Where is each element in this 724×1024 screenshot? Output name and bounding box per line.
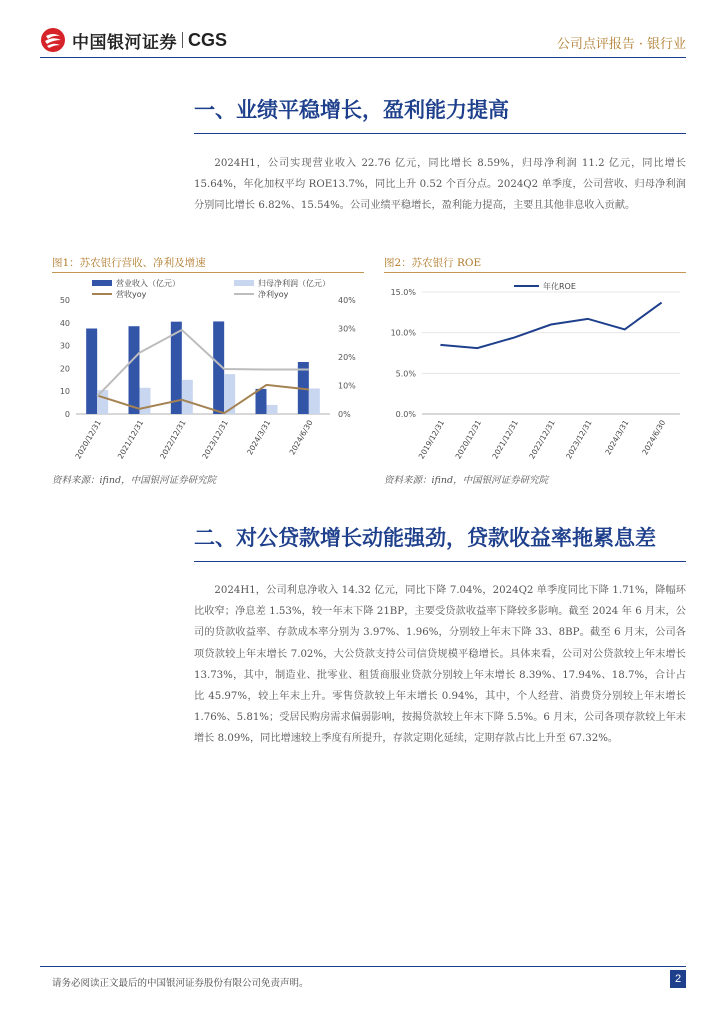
right-axis-tick-label: 0% (338, 410, 351, 419)
legend-label: 归母净利润（亿元） (258, 279, 330, 288)
x-axis-tick-label: 2023/12/31 (564, 418, 594, 461)
y-axis-tick-label: 10.0% (390, 328, 416, 338)
bar-net-profit (309, 388, 320, 414)
left-axis-tick-label: 10 (59, 387, 70, 397)
report-category (557, 33, 686, 52)
figure-1-rule (52, 272, 364, 273)
bar-net-profit (182, 380, 193, 414)
x-axis-tick-label: 2022/12/31 (527, 418, 557, 461)
page-header (40, 24, 686, 56)
report-type-label: 公司点评报告 (556, 37, 635, 52)
y-axis-tick-label: 15.0% (390, 288, 416, 297)
x-axis-tick-label: 2020/12/31 (73, 418, 103, 461)
series-line-roe (440, 303, 661, 349)
section-2-paragraph: 2024H1，公司利息净收入 14.32 亿元，同比下降 7.04%，2024Q2 单季度同比下降 1.71%，降幅环比收窄；净息差 1.53%，较一年末下降 21BP，主要受贷款收益率下降较多影响。截至 2024 年 6 月末，公司的贷款收益率、存款成本率分别为 3.97%、1.96%，分别较上年末下降 33、8BP。截至 6 月末，公司各项贷款较上年末增长 7.02%，大公贷款支持公司信贷规模平稳增长。具体来看，公司对公贷款较上年末增长 13.73%，其中，制造业、批零业、租赁商服业贷款分别较上年末增长 8.39%、17.94%、18.7%，合计占比 45.97%，较上年末上升。零售贷款较上年末增长 0.94%，其中，个人经营、消费贷分别较上年末增长 1.76%、5.81%；受居民购房需求偏弱影响，按揭贷款较上年末下降 5.5%。6 月末，公司各项存款较上年末增长 8.09%，同比增速较上季度有所提升，存款定期化延续，定期存款占比上升至 67.32%。 (194, 585, 686, 745)
legend-label: 营业收入（亿元） (116, 279, 180, 288)
figure-1-chart (52, 278, 368, 468)
x-axis-tick-label: 2024/6/30 (640, 418, 668, 457)
section-1-rule (194, 133, 686, 134)
legend-label: 净利yoy (258, 290, 289, 299)
bar-revenue (256, 389, 267, 414)
section-2-title: 二、对公贷款增长动能强劲，贷款收益率拖累息差 (194, 525, 656, 550)
left-axis-tick-label: 30 (59, 341, 70, 351)
right-axis-tick-label: 30% (338, 324, 356, 334)
x-axis-tick-label: 2019/12/31 (416, 418, 447, 461)
x-axis-tick-label: 2023/12/31 (200, 418, 230, 461)
right-axis-tick-label: 20% (338, 353, 356, 362)
bar-revenue (86, 329, 97, 415)
industry-label: 银行业 (646, 37, 686, 52)
bar-net-profit (267, 405, 278, 414)
right-axis-tick-label: 10% (338, 381, 356, 391)
figure-1-source: 资料来源：ifind，中国银河证券研究院 (52, 475, 217, 486)
bar-net-profit (140, 388, 151, 414)
y-axis-tick-label: 0.0% (395, 410, 416, 419)
x-axis-tick-label: 2024/3/31 (603, 418, 631, 457)
x-axis-tick-label: 2021/12/31 (490, 418, 520, 461)
legend-swatch (92, 280, 112, 286)
company-logo (40, 27, 227, 53)
section-2-rule (194, 561, 686, 562)
x-axis-tick-label: 2021/12/31 (115, 418, 146, 461)
footer-disclaimer: 请务必阅读正文最后的中国银河证券股份有限公司免责声明。 (52, 978, 309, 989)
page-number: 2 (670, 970, 686, 988)
logo-divider (182, 32, 183, 48)
figure-2-title: 图2：苏农银行 ROE (384, 257, 482, 269)
section-1-title: 一、业绩平稳增长，盈利能力提高 (194, 97, 509, 122)
footer-divider (40, 966, 686, 967)
report-separator: · (638, 37, 643, 52)
legend-swatch (234, 280, 254, 286)
x-axis-tick-label: 2022/12/31 (158, 418, 188, 461)
figure-2-source: 资料来源：ifind，中国银河证券研究院 (384, 475, 549, 486)
x-axis-tick-label: 2024/6/30 (287, 418, 315, 457)
y-axis-tick-label: 5.0% (395, 369, 416, 379)
cgs-logo-icon (40, 27, 66, 53)
x-axis-tick-label: 2020/12/31 (453, 418, 484, 461)
left-axis-tick-label: 0 (64, 410, 70, 419)
figure-2-chart (384, 278, 686, 468)
left-axis-tick-label: 40 (59, 318, 70, 328)
left-axis-tick-label: 50 (59, 296, 70, 305)
logo-chinese-name: 中国银河证券 (72, 32, 177, 53)
legend-label: 营收yoy (116, 290, 147, 299)
figure-2-rule (384, 272, 686, 273)
right-axis-tick-label: 40% (338, 296, 356, 305)
logo-english-name: CGS (188, 29, 228, 50)
legend-label: 年化ROE (543, 282, 576, 291)
left-axis-tick-label: 20 (59, 364, 70, 374)
header-divider (40, 57, 686, 58)
figure-1-title: 图1：苏农银行营收、净利及增速 (52, 257, 206, 269)
bar-revenue (129, 326, 140, 414)
section-1-paragraph: 2024H1，公司实现营业收入 22.76 亿元，同比增长 8.59%，归母净利润 11.2 亿元，同比增长 15.64%，年化加权平均 ROE13.7%，同比上升 0.52 个百分点。2024Q2 单季度，公司营收、归母净利润分别同比增长 6.82%、15.54%。公司业绩平稳增长，盈利能力提高，主要且其他非息收入贡献。 (194, 158, 686, 212)
x-axis-tick-label: 2024/3/31 (245, 418, 273, 457)
